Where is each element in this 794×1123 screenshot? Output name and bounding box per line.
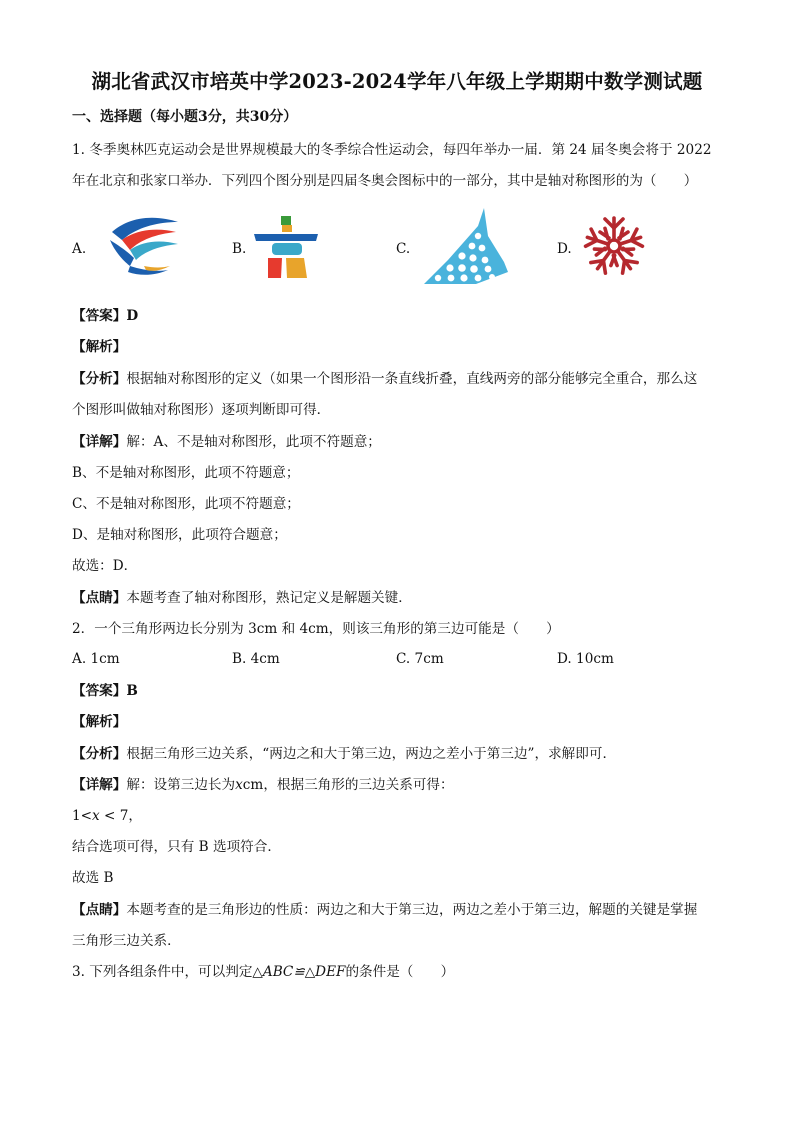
q2-detail-tag: 【详解】 [72, 777, 127, 793]
salt-lake-emblem-figure [578, 212, 650, 280]
q1-option-d-label: D. [557, 241, 572, 257]
q2-option-d: D. 10cm [557, 651, 614, 667]
q2-detail-line2: 结合选项可得，只有 B 选项符合． [72, 839, 281, 855]
q1-fenxi-text: 根据轴对称图形的定义（如果一个图形沿一条直线折叠，直线两旁的部分能够完全重合，那么这 [126, 371, 698, 387]
q1-detail-line5: 故选：D． [72, 558, 138, 574]
q1-answer-text: 【答案】D [72, 308, 139, 324]
q1-detail-tag: 【详解】 [72, 434, 127, 450]
q1-detail-line1 [72, 433, 381, 451]
q2-answer-text: 【答案】B [72, 683, 138, 699]
q2-comment-line1 [72, 901, 697, 919]
q2-inequality [72, 807, 142, 825]
q3-congruence-math: △ABC≌△DEF [252, 964, 346, 980]
vancouver-emblem-figure [252, 214, 322, 280]
q1-fenxi-tag: 【分析】 [72, 371, 127, 387]
q1-fenxi-line1 [72, 370, 697, 388]
q2-comment-tag: 【点睛】 [72, 902, 127, 918]
q1-comment-text: 本题考查了轴对称图形，熟记定义是解题关键． [126, 590, 412, 606]
q2-fenxi-tag: 【分析】 [72, 746, 127, 762]
q1-comment [72, 589, 412, 607]
q1-option-c-label: C. [396, 241, 411, 257]
q1-comment-tag: 【点睛】 [72, 590, 127, 606]
q1-jiexi: 【解析】 [72, 339, 127, 355]
q2-fenxi [72, 745, 616, 763]
q2-fenxi-text: 根据三角形三边关系，“两边之和大于第三边，两边之差小于第三边”，求解即可． [126, 746, 617, 762]
q2-option-c: C. 7cm [396, 651, 444, 667]
q2-comment-line2: 三角形三边关系． [72, 933, 181, 949]
q2-variable-x: x [235, 777, 243, 793]
q1-stem-line2: 年在北京和张家口举办．下列四个图分别是四届冬奥会图标中的一部分，其中是轴对称图形的为（ ） [72, 173, 698, 189]
pyeongchang-emblem-figure [418, 206, 516, 290]
q1-detail-line2: B、不是轴对称图形，此项不符题意； [72, 465, 300, 481]
q2-detail-text-a: 解：设第三边长为 [126, 777, 236, 793]
page-title: 湖北省武汉市培英中学2023-2024学年八年级上学期期中数学测试题 [91, 70, 703, 93]
q1-fenxi-line2: 个图形叫做轴对称图形）逐项判断即可得． [72, 402, 331, 418]
section-heading: 一、选择题（每小题3分，共30分） [72, 109, 298, 125]
q3-stem [72, 963, 454, 981]
q2-detail-line1 [72, 776, 454, 794]
q2-option-b: B. 4cm [232, 651, 280, 667]
q2-ineq-right: < 7 [99, 808, 129, 824]
beijing-emblem-figure [104, 210, 184, 282]
q2-jiexi: 【解析】 [72, 714, 127, 730]
q1-detail-text: 解：A、不是轴对称图形，此项不符题意； [126, 434, 381, 450]
q1-detail-line3: C、不是轴对称图形，此项不符题意； [72, 496, 300, 512]
q2-ineq-left: 1< [72, 808, 93, 824]
q2-ineq-sep: ， [128, 808, 142, 824]
q2-option-a: A. 1cm [72, 651, 120, 667]
q2-answer [72, 682, 138, 700]
q3-stem-b: 的条件是（ ） [345, 964, 455, 980]
q1-stem-line1: 1. 冬季奥林匹克运动会是世界规模最大的冬季综合性运动会，每四年举办一届．第 24 届冬奥会将于 2022 [72, 142, 712, 158]
q1-option-a-label: A. [72, 241, 87, 257]
q2-stem: 2．一个三角形两边长分别为 3cm 和 4cm，则该三角形的第三边可能是（ ） [72, 621, 560, 637]
q2-detail-line3: 故选 B [72, 870, 114, 886]
q2-ineq-variable: x [92, 808, 100, 824]
q3-stem-a: 3. 下列各组条件中，可以判定 [72, 964, 253, 980]
q1-answer [72, 307, 138, 325]
q1-detail-line4: D、是轴对称图形，此项符合题意； [72, 527, 287, 543]
q2-unit: cm [242, 777, 264, 793]
q2-comment-text: 本题考查的是三角形边的性质：两边之和大于第三边，两边之差小于第三边，解题的关键是掌握 [126, 902, 698, 918]
q1-option-b-label: B. [232, 241, 247, 257]
q2-detail-text-b: ，根据三角形的三边关系可得： [263, 777, 454, 793]
